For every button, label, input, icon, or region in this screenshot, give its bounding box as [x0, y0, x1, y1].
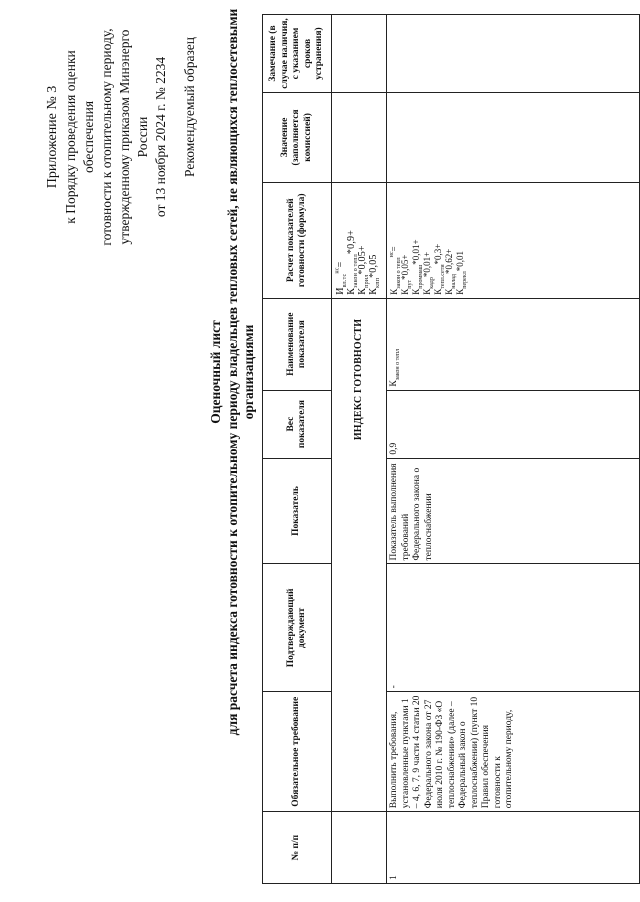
index-label: [332, 298, 387, 811]
recommended-sample-label: Рекомендуемый образец: [182, 36, 197, 177]
table-header-row: [263, 15, 332, 884]
header-indicator-name: Наименование показателя: [263, 298, 332, 390]
formula-line: $К_{кадр}*0,01+$: [422, 251, 435, 295]
appendix-header: [44, 22, 170, 252]
header-requirement: Обязательное требование: [263, 692, 332, 812]
header-num: № п/п: [263, 812, 332, 884]
row-num: 1: [387, 812, 640, 884]
appendix-line: утвержденному приказом Минэнерго России: [117, 29, 150, 245]
row-indicator-name: $К_{закон о тепл}$: [387, 298, 640, 390]
formula-line: $К_{тепл.сети}*0,3+$: [433, 243, 446, 295]
formula-line: $К_{пут}*0,05+$: [400, 254, 413, 295]
index-label-text: ИНДЕКС ГОТОВНОСТИ: [353, 318, 365, 441]
row-value: [387, 92, 640, 182]
row-requirement: Выполнить требования, установленные пунктами 1 – 4, 6, 7, 9 части 4 статьи 20 Федерального закона от 27 июля 2010 г. № 190-ФЗ «О теплоснабжении» (далее – Федеральный закон о теплоснабжении) (пункт 10 Правил обеспечения готовности к отопительному периоду,: [387, 692, 640, 812]
table-cell: [332, 812, 387, 884]
title-line: Оценочный лист: [208, 320, 223, 424]
formula-line: $И_{вл.тс}^{нс}=$: [334, 261, 348, 295]
formula-line: $К_{закон о тепл}*0,9+$: [346, 229, 359, 295]
title-line: для расчета индекса готовности к отопительному периоду владельцев тепловых сетей, не являющихся теплосетевыми: [224, 8, 240, 736]
formula-line: $К_{налад}*0,62+$: [444, 248, 457, 295]
row-indicator: Показатель выполнения требований Федерального закона о теплоснабжении: [387, 458, 640, 564]
header-remark: Замечание (в случае наличия, с указанием сроков устранения): [263, 15, 332, 93]
header-weight: Вес показателя: [263, 390, 332, 458]
appendix-number: Приложение № 3: [45, 85, 60, 189]
row-weight: 0,9: [387, 390, 640, 458]
header-value: Значение (заполняется комиссией): [263, 92, 332, 182]
index-formula: [332, 182, 387, 298]
appendix-line: от 13 ноября 2024 г. № 2234: [153, 56, 168, 218]
appendix-line: готовности к отопительному периоду,: [99, 28, 114, 246]
assessment-table: [262, 14, 640, 884]
formula-line: $К_{проммаш}*0,01+$: [411, 239, 424, 295]
row-remark: [387, 15, 640, 93]
formula-line: $К_{закон о тепл}^{нс}=$: [389, 246, 402, 295]
header-formula: Расчет показателей готовности (формула): [263, 182, 332, 298]
table-cell: [332, 92, 387, 182]
formula-line: $К_{прил}*0,05+$: [357, 245, 370, 295]
row-formula: [387, 182, 640, 298]
appendix-line: к Порядку проведения оценки обеспечения: [63, 50, 96, 224]
index-row: [332, 15, 387, 884]
table-row: [387, 15, 640, 884]
formula-line: $К_{кпп}*0,05$: [368, 254, 381, 295]
header-indicator: Показатель: [263, 458, 332, 564]
header-document: Подтверждающий документ: [263, 564, 332, 692]
formula-line: $К_{перекл}*0,01$: [455, 250, 468, 295]
title-line: организациями: [241, 324, 256, 420]
table-cell: [332, 15, 387, 93]
row-document: -: [387, 564, 640, 692]
document-title: [208, 0, 258, 782]
